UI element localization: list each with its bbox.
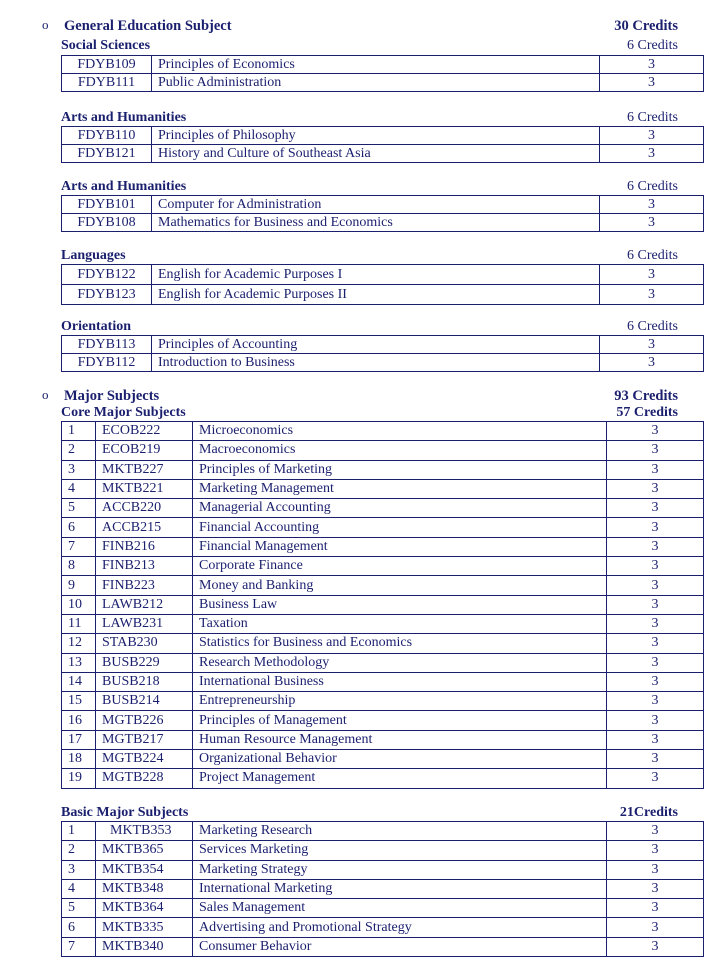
table-row	[62, 56, 704, 74]
course-code: MKTB364	[96, 899, 193, 918]
course-code: FDYB113	[62, 336, 152, 354]
course-name: Business Law	[193, 595, 607, 614]
group-heading	[61, 318, 682, 335]
course-credit: 3	[607, 860, 704, 879]
course-code: MGTB228	[96, 769, 193, 788]
course-credit: 3	[607, 460, 704, 479]
course-name: Financial Accounting	[193, 518, 607, 537]
course-name: Marketing Strategy	[193, 860, 607, 879]
course-credit: 3	[600, 265, 704, 285]
row-number: 3	[62, 860, 96, 879]
group-heading	[61, 178, 682, 195]
core-major-title: Core Major Subjects	[61, 405, 186, 420]
table-row	[62, 769, 704, 788]
course-code: ECOB219	[96, 441, 193, 460]
table-row	[62, 860, 704, 879]
course-credit: 3	[607, 769, 704, 788]
course-name: Project Management	[193, 769, 607, 788]
major-subjects-heading	[42, 387, 682, 405]
table-row	[62, 711, 704, 730]
course-code: LAWB212	[96, 595, 193, 614]
table-row	[62, 265, 704, 285]
course-credit: 3	[600, 56, 704, 74]
course-credit: 3	[607, 576, 704, 595]
course-code: BUSB218	[96, 672, 193, 691]
course-credit: 3	[600, 74, 704, 92]
bullet-icon: o	[42, 17, 49, 32]
course-code: LAWB231	[96, 614, 193, 633]
table-row	[62, 841, 704, 860]
course-credit: 3	[600, 285, 704, 305]
group-credits: 6 Credits	[627, 179, 678, 194]
course-name: Money and Banking	[193, 576, 607, 595]
course-credit: 3	[607, 692, 704, 711]
table-row	[62, 422, 704, 441]
course-code: MKTB221	[96, 479, 193, 498]
group-title: Social Sciences	[61, 38, 151, 53]
general-education-heading	[42, 17, 682, 35]
course-name: Organizational Behavior	[193, 750, 607, 769]
table-row	[62, 672, 704, 691]
course-name: English for Academic Purposes II	[152, 285, 600, 305]
table-row	[62, 634, 704, 653]
course-code: FINB216	[96, 537, 193, 556]
course-name: Entrepreneurship	[193, 692, 607, 711]
course-code: FDYB112	[62, 354, 152, 372]
course-credit: 3	[600, 127, 704, 145]
course-name: Microeconomics	[193, 422, 607, 441]
course-name: Services Marketing	[193, 841, 607, 860]
general-education-title: General Education Subject	[64, 18, 232, 34]
course-name: Principles of Marketing	[193, 460, 607, 479]
row-number: 5	[62, 899, 96, 918]
course-code: MGTB217	[96, 730, 193, 749]
major-subjects-credits: 93 Credits	[614, 388, 678, 404]
course-credit: 3	[607, 841, 704, 860]
table-row	[62, 692, 704, 711]
course-credit: 3	[607, 822, 704, 841]
course-code: MKTB365	[96, 841, 193, 860]
group-credits: 6 Credits	[627, 38, 678, 53]
course-credit: 3	[600, 196, 704, 214]
bullet-icon: o	[42, 387, 49, 402]
group-title: Arts and Humanities	[61, 179, 187, 194]
row-number: 17	[62, 730, 96, 749]
course-credit: 3	[607, 653, 704, 672]
course-name: Principles of Philosophy	[152, 127, 600, 145]
row-number: 6	[62, 918, 96, 937]
course-table	[61, 264, 704, 305]
table-row	[62, 537, 704, 556]
course-name: Statistics for Business and Economics	[193, 634, 607, 653]
course-table	[61, 126, 704, 163]
table-row	[62, 937, 704, 956]
course-code: MGTB226	[96, 711, 193, 730]
course-code: MKTB340	[96, 937, 193, 956]
row-number: 7	[62, 937, 96, 956]
group-heading	[61, 109, 682, 126]
row-number: 13	[62, 653, 96, 672]
row-number: 18	[62, 750, 96, 769]
table-row	[62, 74, 704, 92]
row-number: 4	[62, 879, 96, 898]
course-credit: 3	[607, 918, 704, 937]
course-name: Research Methodology	[193, 653, 607, 672]
core-major-credits: 57 Credits	[616, 405, 678, 420]
course-name: Marketing Research	[193, 822, 607, 841]
course-credit: 3	[607, 537, 704, 556]
course-code: MKTB354	[96, 860, 193, 879]
basic-major-table	[61, 821, 704, 957]
table-row	[62, 354, 704, 372]
course-credit: 3	[607, 634, 704, 653]
course-name: Macroeconomics	[193, 441, 607, 460]
row-number: 16	[62, 711, 96, 730]
course-name: International Business	[193, 672, 607, 691]
course-name: Taxation	[193, 614, 607, 633]
table-row	[62, 822, 704, 841]
row-number: 19	[62, 769, 96, 788]
basic-major-title: Basic Major Subjects	[61, 805, 189, 820]
table-row	[62, 336, 704, 354]
course-credit: 3	[607, 750, 704, 769]
course-credit: 3	[607, 499, 704, 518]
course-credit: 3	[600, 354, 704, 372]
course-code: FDYB122	[62, 265, 152, 285]
course-credit: 3	[607, 441, 704, 460]
row-number: 2	[62, 841, 96, 860]
course-credit: 3	[607, 937, 704, 956]
course-code: MKTB353	[96, 822, 193, 841]
table-row	[62, 441, 704, 460]
course-name: Managerial Accounting	[193, 499, 607, 518]
course-credit: 3	[607, 711, 704, 730]
course-name: Principles of Accounting	[152, 336, 600, 354]
course-credit: 3	[607, 672, 704, 691]
course-code: FDYB123	[62, 285, 152, 305]
course-name: English for Academic Purposes I	[152, 265, 600, 285]
course-code: FDYB110	[62, 127, 152, 145]
row-number: 12	[62, 634, 96, 653]
course-name: Marketing Management	[193, 479, 607, 498]
table-row	[62, 196, 704, 214]
group-credits: 6 Credits	[627, 248, 678, 263]
table-row	[62, 653, 704, 672]
course-name: Consumer Behavior	[193, 937, 607, 956]
course-credit: 3	[607, 518, 704, 537]
row-number: 9	[62, 576, 96, 595]
course-credit: 3	[607, 595, 704, 614]
course-table	[61, 195, 704, 232]
row-number: 14	[62, 672, 96, 691]
course-credit: 3	[607, 899, 704, 918]
course-name: Human Resource Management	[193, 730, 607, 749]
basic-major-heading	[61, 804, 682, 821]
row-number: 1	[62, 422, 96, 441]
course-code: FINB213	[96, 557, 193, 576]
course-name: Public Administration	[152, 74, 600, 92]
row-number: 2	[62, 441, 96, 460]
course-name: Advertising and Promotional Strategy	[193, 918, 607, 937]
course-code: STAB230	[96, 634, 193, 653]
major-subjects-title: Major Subjects	[64, 388, 160, 404]
course-name: Principles of Management	[193, 711, 607, 730]
row-number: 10	[62, 595, 96, 614]
course-code: MKTB227	[96, 460, 193, 479]
course-code: BUSB214	[96, 692, 193, 711]
course-code: MGTB224	[96, 750, 193, 769]
course-code: FDYB109	[62, 56, 152, 74]
course-name: History and Culture of Southeast Asia	[152, 145, 600, 163]
course-code: MKTB335	[96, 918, 193, 937]
group-title: Arts and Humanities	[61, 110, 187, 125]
general-education-credits: 30 Credits	[614, 18, 678, 34]
table-row	[62, 899, 704, 918]
table-row	[62, 879, 704, 898]
core-major-heading	[61, 404, 682, 421]
table-row	[62, 595, 704, 614]
course-name: International Marketing	[193, 879, 607, 898]
group-credits: 6 Credits	[627, 319, 678, 334]
table-row	[62, 214, 704, 232]
course-code: FDYB108	[62, 214, 152, 232]
table-row	[62, 750, 704, 769]
course-code: FDYB121	[62, 145, 152, 163]
course-credit: 3	[607, 879, 704, 898]
table-row	[62, 518, 704, 537]
course-code: FINB223	[96, 576, 193, 595]
row-number: 11	[62, 614, 96, 633]
course-credit: 3	[600, 145, 704, 163]
table-row	[62, 918, 704, 937]
table-row	[62, 145, 704, 163]
course-credit: 3	[607, 422, 704, 441]
basic-major-credits: 21Credits	[619, 805, 678, 820]
course-table	[61, 55, 704, 92]
course-code: MKTB348	[96, 879, 193, 898]
table-row	[62, 614, 704, 633]
core-major-table	[61, 421, 704, 789]
course-credit: 3	[607, 557, 704, 576]
course-name: Sales Management	[193, 899, 607, 918]
row-number: 3	[62, 460, 96, 479]
course-code: ACCB220	[96, 499, 193, 518]
course-credit: 3	[600, 214, 704, 232]
table-row	[62, 730, 704, 749]
table-row	[62, 127, 704, 145]
course-code: BUSB229	[96, 653, 193, 672]
course-credit: 3	[600, 336, 704, 354]
row-number: 1	[62, 822, 96, 841]
group-title: Orientation	[61, 319, 131, 334]
course-credit: 3	[607, 730, 704, 749]
course-code: FDYB101	[62, 196, 152, 214]
group-heading	[61, 247, 682, 264]
row-number: 4	[62, 479, 96, 498]
course-credit: 3	[607, 479, 704, 498]
table-row	[62, 499, 704, 518]
course-name: Introduction to Business	[152, 354, 600, 372]
course-code: FDYB111	[62, 74, 152, 92]
course-code: ACCB215	[96, 518, 193, 537]
course-credit: 3	[607, 614, 704, 633]
course-name: Financial Management	[193, 537, 607, 556]
table-row	[62, 479, 704, 498]
course-name: Mathematics for Business and Economics	[152, 214, 600, 232]
table-row	[62, 576, 704, 595]
group-credits: 6 Credits	[627, 110, 678, 125]
group-heading	[61, 37, 682, 54]
course-table	[61, 335, 704, 372]
course-name: Corporate Finance	[193, 557, 607, 576]
table-row	[62, 460, 704, 479]
table-row	[62, 285, 704, 305]
group-title: Languages	[61, 248, 126, 263]
row-number: 8	[62, 557, 96, 576]
course-name: Principles of Economics	[152, 56, 600, 74]
course-code: ECOB222	[96, 422, 193, 441]
row-number: 5	[62, 499, 96, 518]
table-row	[62, 557, 704, 576]
row-number: 7	[62, 537, 96, 556]
course-name: Computer for Administration	[152, 196, 600, 214]
row-number: 6	[62, 518, 96, 537]
row-number: 15	[62, 692, 96, 711]
